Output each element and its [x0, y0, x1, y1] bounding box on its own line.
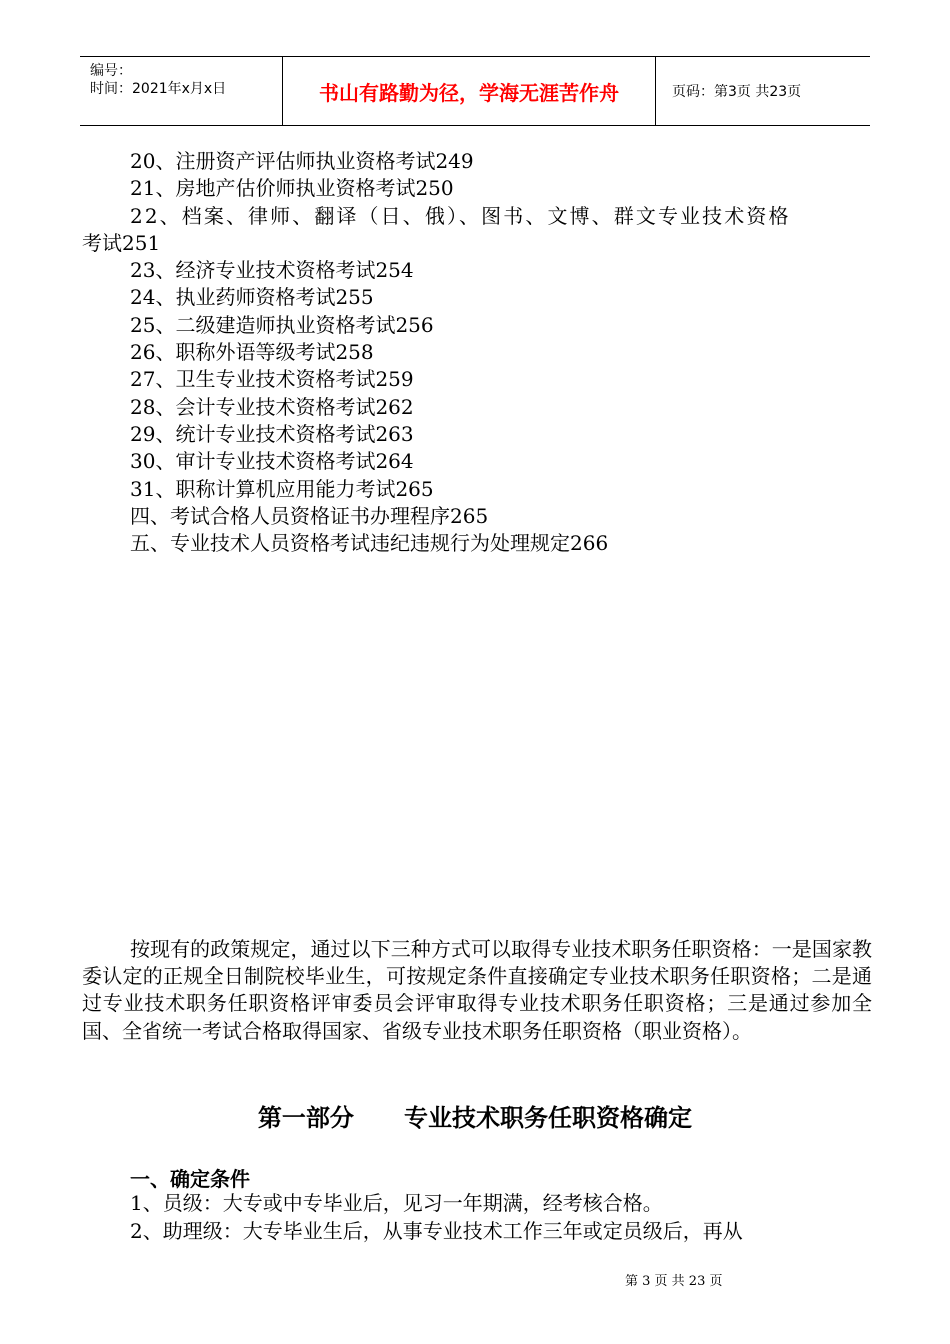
condition-item: 2、助理级：大专毕业生后，从事专业技术工作三年或定员级后，再从: [130, 1219, 743, 1243]
toc-item: 20、注册资产评估师执业资格考试249: [130, 149, 474, 173]
page-footer: 第 3 页 共 23 页: [625, 1274, 723, 1289]
intro-paragraph: 按现有的政策规定，通过以下三种方式可以取得专业技术职务任职资格：一是国家教委认定的正规全日制院校毕业生，可按规定条件直接确定专业技术职务任职资格；二是通过专业技术职务任职资格评审委员会评审取得专业技术职务任职资格；三是通过参加全国、全省统一考试合格取得国家、省级专业技术职务任职资格（职业资格）。: [82, 937, 872, 1043]
toc-item: 22、档案、律师、翻译（日、俄）、图书、文博、群文专业技术资格: [130, 203, 791, 228]
toc-item: 五、专业技术人员资格考试违纪违规行为处理规定266: [130, 531, 609, 556]
toc-item: 31、职称计算机应用能力考试265: [130, 476, 434, 501]
toc-item: 27、卫生专业技术资格考试259: [130, 367, 414, 392]
toc-item: 30、审计专业技术资格考试264: [130, 449, 414, 474]
number-label: 编号：: [90, 63, 132, 79]
page-header: [80, 56, 870, 126]
toc-item: 23、经济专业技术资格考试254: [130, 258, 414, 283]
section-heading: 一、确定条件: [130, 1167, 250, 1191]
toc-item-continuation: 考试251: [82, 230, 161, 255]
toc-item: 24、执业药师资格考试255: [130, 285, 374, 310]
toc-item: 21、房地产估价师执业资格考试250: [130, 176, 454, 201]
part-title: 第一部分 专业技术职务任职资格确定: [257, 1104, 693, 1132]
toc-item: 25、二级建造师执业资格考试256: [130, 312, 434, 337]
toc-item: 26、职称外语等级考试258: [130, 340, 374, 365]
toc-item: 四、考试合格人员资格证书办理程序265: [130, 503, 489, 528]
header-meta: [80, 57, 282, 125]
toc-item: 29、统计专业技术资格考试263: [130, 421, 414, 446]
table-of-contents: [82, 148, 872, 557]
header-page-info: 页码：第3页 共23页: [672, 84, 802, 100]
condition-item: 1、员级：大专或中专毕业后，见习一年期满，经考核合格。: [130, 1191, 663, 1215]
header-motto: 书山有路勤为径，学海无涯苦作舟: [282, 57, 656, 125]
time-label: 时间：2021年x月x日: [90, 81, 227, 97]
toc-item: 28、会计专业技术资格考试262: [130, 394, 414, 419]
